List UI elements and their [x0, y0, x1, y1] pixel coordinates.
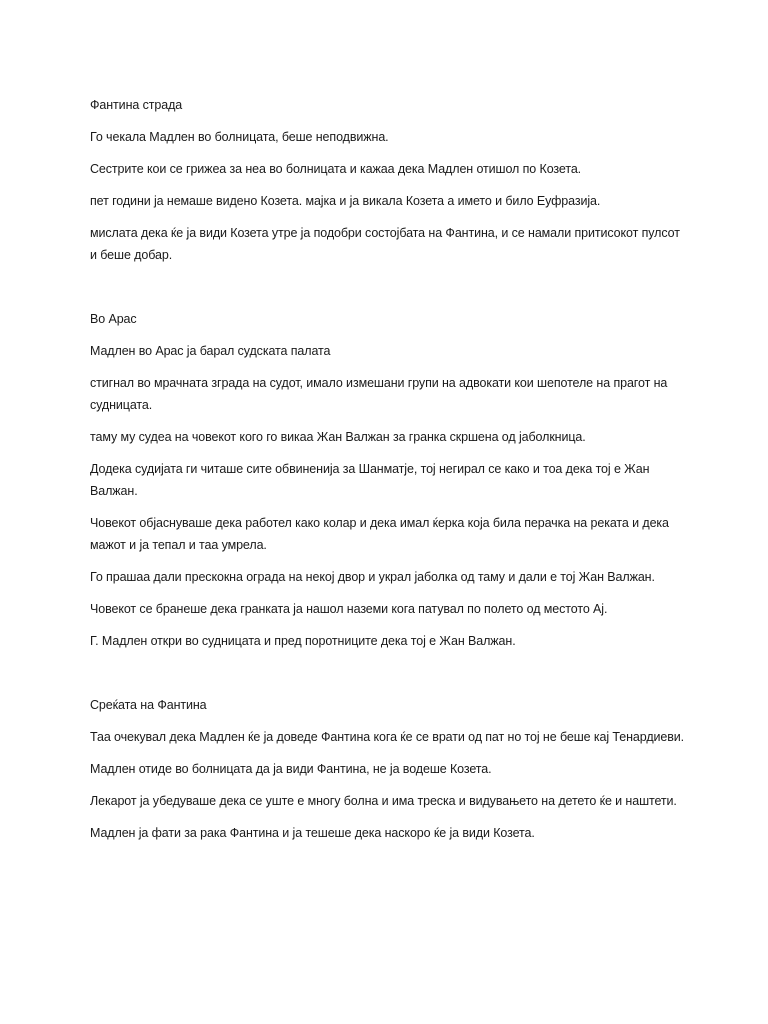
paragraph: Таа очекувал дека Мадлен ќе ја доведе Фантина кога ќе се врати од пат но тој не беше кај Тенардиеви.	[90, 730, 685, 744]
paragraph: Го прашаа дали прескокна ограда на некој двор и украл јаболка од таму и дали е тој Жан Валжан.	[90, 570, 655, 584]
paragraph: стигнал во мрачната зграда на судот, имало измешани групи на адвокати кои шепотеле на прагот на судницата.	[90, 376, 668, 412]
paragraph: Лекарот ја убедуваше дека се уште е многу болна и има треска и видувањето на детето ќе и наштети.	[90, 794, 677, 808]
section-spacer	[90, 276, 690, 308]
section-spacer	[90, 662, 690, 694]
section-title: Фантина страда	[90, 98, 183, 112]
paragraph: Додека судијата ги читаше сите обвиненија за Шанматје, тој негирал се како и тоа дека тој е Жан Валжан.	[90, 462, 650, 498]
paragraph: пет години ја немаше видено Козета. мајка и ја викала Козета а името и било Еуфразија.	[90, 194, 601, 208]
paragraph: Мадлен во Арас ја барал судската палата	[90, 344, 331, 358]
paragraph: таму му судеа на човекот кого го викаа Жан Валжан за гранка скршена од јаболкница.	[90, 430, 586, 444]
section-title: Во Арас	[90, 312, 137, 326]
paragraph: мислата дека ќе ја види Козета утре ја подобри состојбата на Фантина, и се намали притисокот пулсот и беше добар.	[90, 226, 680, 262]
paragraph: Г. Мадлен откри во судницата и пред поротниците дека тој е Жан Валжан.	[90, 634, 516, 648]
paragraph: Го чекала Мадлен во болницата, беше неподвижна.	[90, 130, 389, 144]
paragraph: Човекот објаснуваше дека работел како колар и дека имал ќерка која била перачка на реката и дека мажот и ја тепал и таа умрела.	[90, 516, 669, 552]
section-title: Среќата на Фантина	[90, 698, 207, 712]
document-page	[90, 94, 690, 854]
paragraph: Мадлен ја фати за рака Фантина и ја тешеше дека наскоро ќе ја види Козета.	[90, 826, 535, 840]
paragraph: Мадлен отиде во болницата да ја види Фантина, не ја водеше Козета.	[90, 762, 492, 776]
paragraph: Сестрите кои се грижеа за неа во болницата и кажаа дека Мадлен отишол по Козета.	[90, 162, 582, 176]
paragraph: Човекот се бранеше дека гранката ја нашол наземи кога патувал по полето од местото Ај.	[90, 602, 608, 616]
